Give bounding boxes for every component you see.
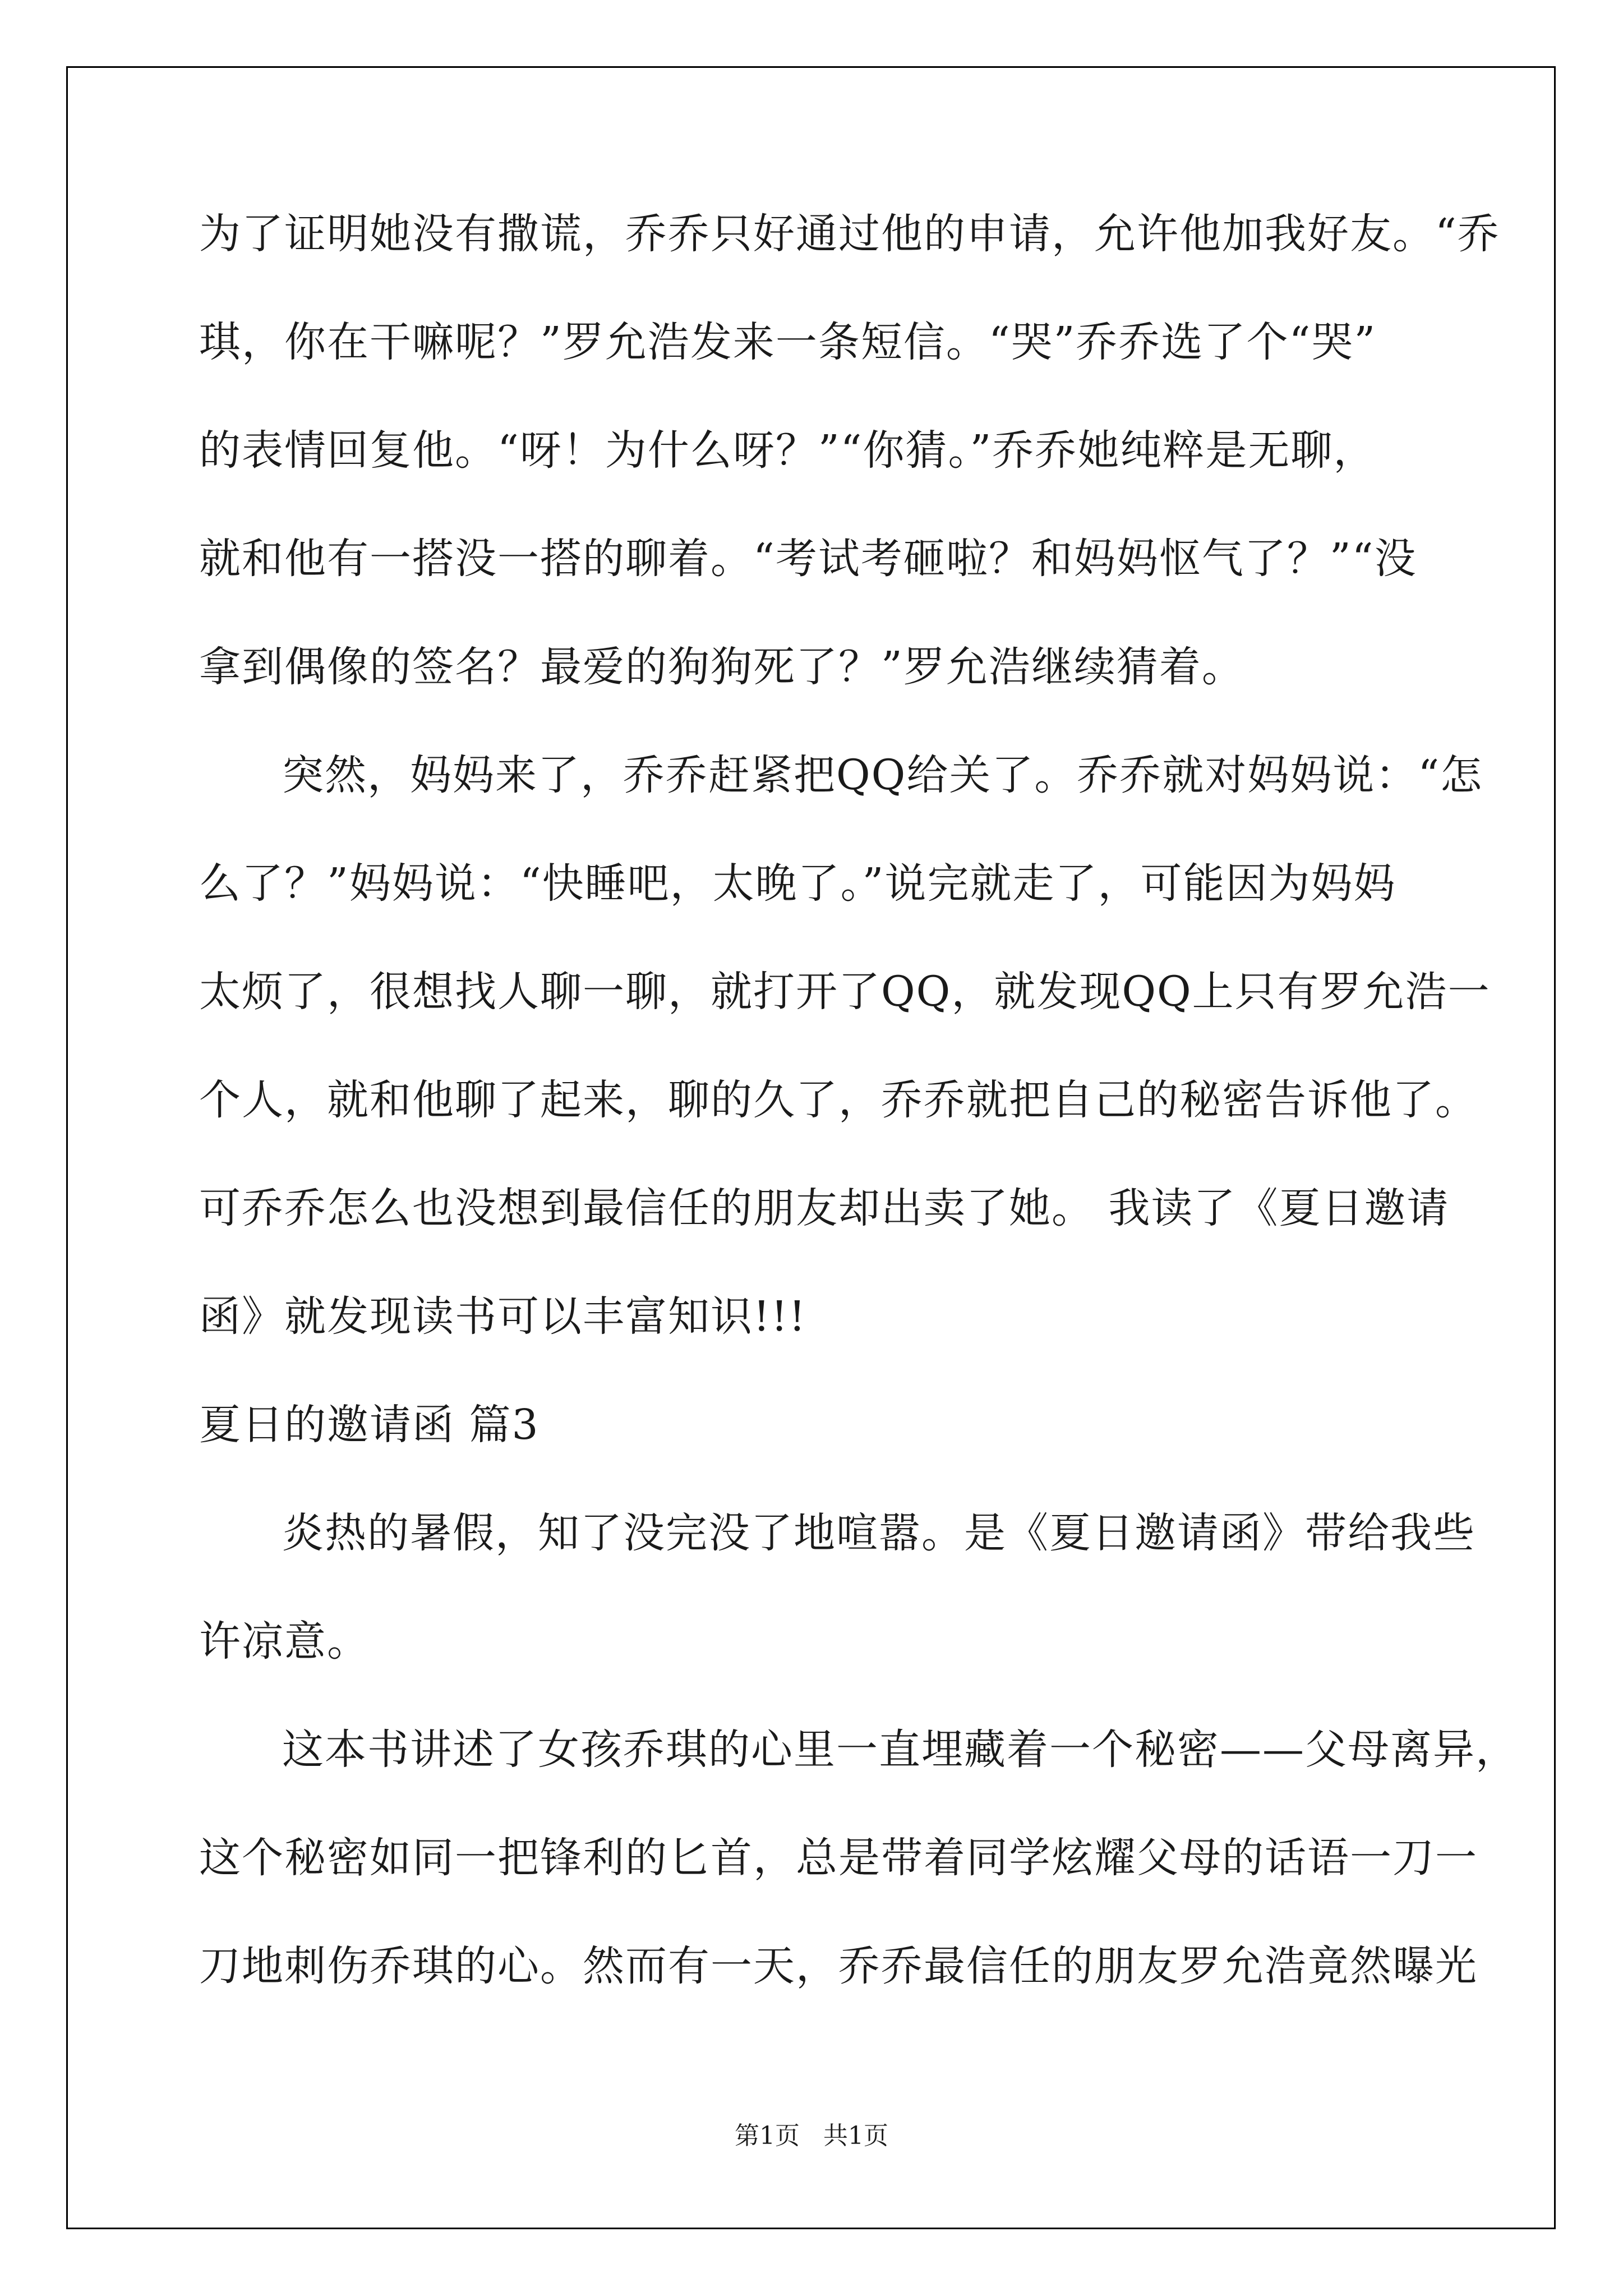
page-footer: 第1页 共1页 bbox=[735, 2122, 888, 2150]
text-line-15: 这本书讲述了女孩乔琪的心里一直埋藏着一个秘密——父母离异， bbox=[282, 1726, 1518, 1774]
text-line-16: 这个秘密如同一把锋利的匕首，总是带着同学炫耀父母的话语一刀一 bbox=[199, 1834, 1478, 1882]
section-heading: 夏日的邀请函 篇3 bbox=[199, 1401, 540, 1449]
text-line-9: 个人，就和他聊了起来，聊的久了，乔乔就把自己的秘密告诉他了。 bbox=[199, 1076, 1478, 1124]
text-line-14: 许凉意。 bbox=[199, 1617, 370, 1665]
text-line-7: 么了？”妈妈说：“快睡吧，太晚了。”说完就走了，可能因为妈妈 bbox=[199, 859, 1396, 908]
text-line-11: 函》就发现读书可以丰富知识!!! bbox=[199, 1292, 807, 1341]
text-line-3: 的表情回复他。“呀！为什么呀？”“你猜。”乔乔她纯粹是无聊， bbox=[199, 426, 1376, 475]
text-line-17: 刀地刺伤乔琪的心。然而有一天，乔乔最信任的朋友罗允浩竟然曝光 bbox=[199, 1942, 1478, 1990]
text-line-10: 可乔乔怎么也没想到最信任的朋友却出卖了她。 我读了《夏日邀请 bbox=[199, 1184, 1450, 1232]
text-line-8: 太烦了，很想找人聊一聊，就打开了QQ，就发现QQ上只有罗允浩一 bbox=[199, 968, 1491, 1016]
document-body bbox=[199, 210, 1518, 2054]
text-line-5: 拿到偶像的签名？最爱的狗狗死了？”罗允浩继续猜着。 bbox=[199, 643, 1244, 691]
text-line-2: 琪，你在干嘛呢？”罗允浩发来一条短信。“哭”乔乔选了个“哭” bbox=[199, 318, 1377, 366]
text-line-13: 炎热的暑假，知了没完没了地喧嚣。是《夏日邀请函》带给我些 bbox=[282, 1509, 1476, 1557]
text-line-6: 突然，妈妈来了，乔乔赶紧把QQ给关了。乔乔就对妈妈说：“怎 bbox=[282, 751, 1483, 799]
text-line-1: 为了证明她没有撒谎，乔乔只好通过他的申请，允许他加我好友。“乔 bbox=[199, 210, 1500, 258]
text-line-4: 就和他有一搭没一搭的聊着。“考试考砸啦？和妈妈怄气了？”“没 bbox=[199, 535, 1417, 583]
